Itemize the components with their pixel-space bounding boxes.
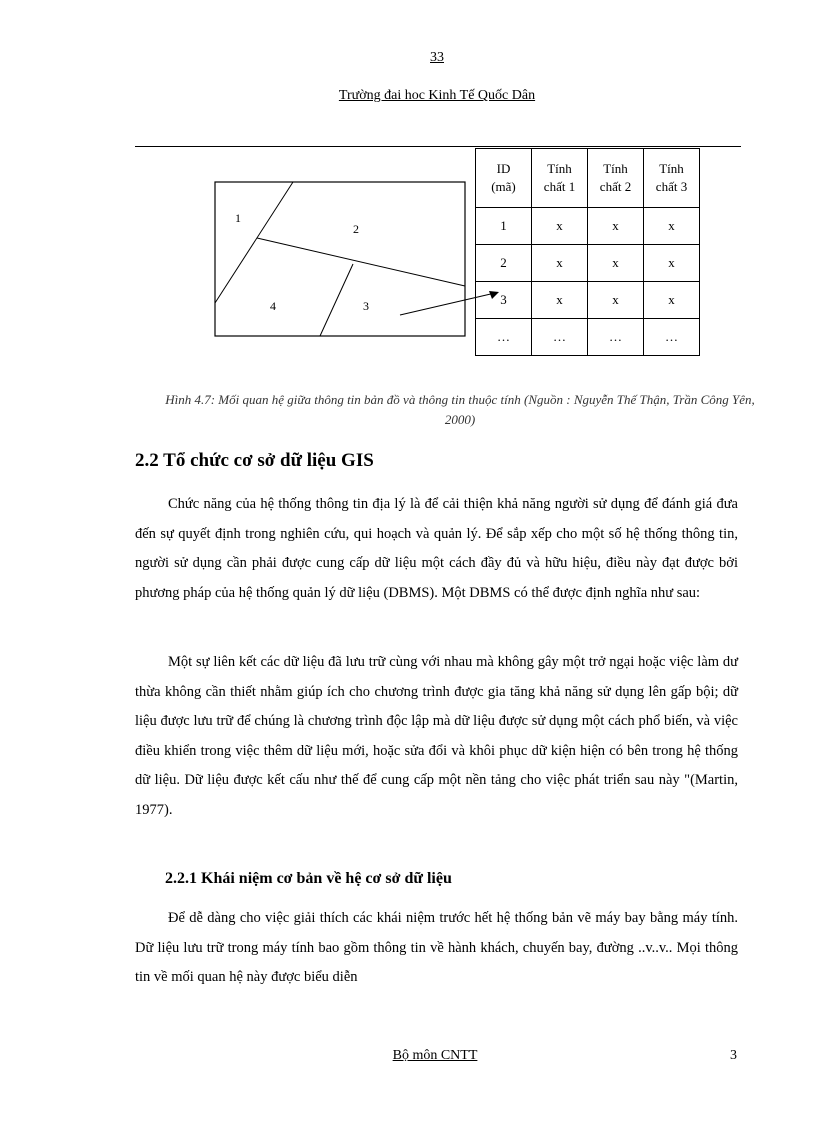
table-cell: x (532, 208, 588, 245)
table-cell: 1 (476, 208, 532, 245)
table-header-cell: Tính chất 1 (532, 149, 588, 208)
table-cell: … (476, 319, 532, 356)
map-boundary-line (320, 264, 353, 336)
table-cell: … (644, 319, 700, 356)
map-boundary-line (257, 238, 465, 286)
table-row (476, 208, 700, 245)
section-heading: 2.2 Tổ chức cơ sở dữ liệu GIS (135, 450, 374, 471)
table-cell: x (588, 245, 644, 282)
body-paragraph: Để dễ dàng cho việc giải thích các khái niệm trước hết hệ thống bản vẽ máy bay bằng máy tính. Dữ liệu lưu trữ trong máy tính bao gồm thông tin về hành khách, chuyến bay, đường ..v..v.. Mọi thông tin về mối quan hệ này được biểu diễn (135, 910, 738, 985)
table-cell: … (588, 319, 644, 356)
map-region-label: 2 (353, 222, 359, 236)
table-row (476, 319, 700, 356)
page-number: 33 (430, 50, 444, 65)
table-row (476, 245, 700, 282)
table-cell: x (532, 282, 588, 319)
table-cell: x (588, 208, 644, 245)
body-paragraph: Một sự liên kết các dữ liệu đã lưu trữ cùng với nhau mà không gây một trở ngại hoặc việc làm dư thừa không cần thiết nhằm giúp ích cho chương trình được gia tăng khả năng sử dụng lên gấp bội; dữ liệu được lưu trữ để chúng là chương trình độc lập mà dữ liệu được sử dụng một cách phổ biến, và việc điều khiển trong việc thêm dữ liệu mới, hoặc sửa đổi và khôi phục dữ kiện hiện có bên trong hệ thống dữ liệu. Dữ liệu được kết cấu như thế để cung cấp một nền tảng cho việc phát triển sau này "(Martin, 1977). (135, 654, 738, 818)
map-region-label: 3 (363, 299, 369, 313)
table-cell: x (644, 282, 700, 319)
table-cell: 2 (476, 245, 532, 282)
table-header-row (476, 149, 700, 208)
header-divider (135, 146, 741, 147)
table-header-cell: Tính chất 2 (588, 149, 644, 208)
table-header-cell: ID (mã) (476, 149, 532, 208)
footer-department: Bộ môn CNTT (392, 1048, 478, 1063)
table-cell: 3 (476, 282, 532, 319)
table-cell: x (588, 282, 644, 319)
subsection-heading: 2.2.1 Khái niệm cơ bản về hệ cơ sở dữ liệu (165, 870, 452, 887)
table-row (476, 282, 700, 319)
header-school-name: Trường đai hoc Kinh Tế Quốc Dân (338, 88, 536, 103)
map-region-label: 1 (235, 211, 241, 225)
attribute-table (475, 148, 700, 356)
map-region-label: 4 (270, 299, 276, 313)
map-boundary-line (215, 182, 293, 303)
table-cell: x (644, 208, 700, 245)
body-paragraph: Chức năng của hệ thống thông tin địa lý là để cải thiện khả năng người sử dụng để đánh giá đưa đến sự quyết định trong nghiên cứu, qui hoạch và quản lý. Để sắp xếp cho một số hệ thống thông tin, người sử dụng cần phải được cung cấp dữ liệu một cách đầy đủ và hữu hiệu, điều này đạt được bởi phương pháp của hệ thống quản lý dữ liệu (DBMS). Một DBMS có thể được định nghĩa như sau: (135, 496, 738, 601)
table-cell: x (644, 245, 700, 282)
footer-page-number: 3 (730, 1048, 737, 1063)
table-cell: … (532, 319, 588, 356)
table-header-cell: Tính chất 3 (644, 149, 700, 208)
figure-caption: Hình 4.7: Mối quan hệ giữa thông tin bản đồ và thông tin thuộc tính (Nguồn : Nguyễn Thế Thận, Trần Công Yên, 2000) (165, 392, 755, 427)
table-cell: x (532, 245, 588, 282)
